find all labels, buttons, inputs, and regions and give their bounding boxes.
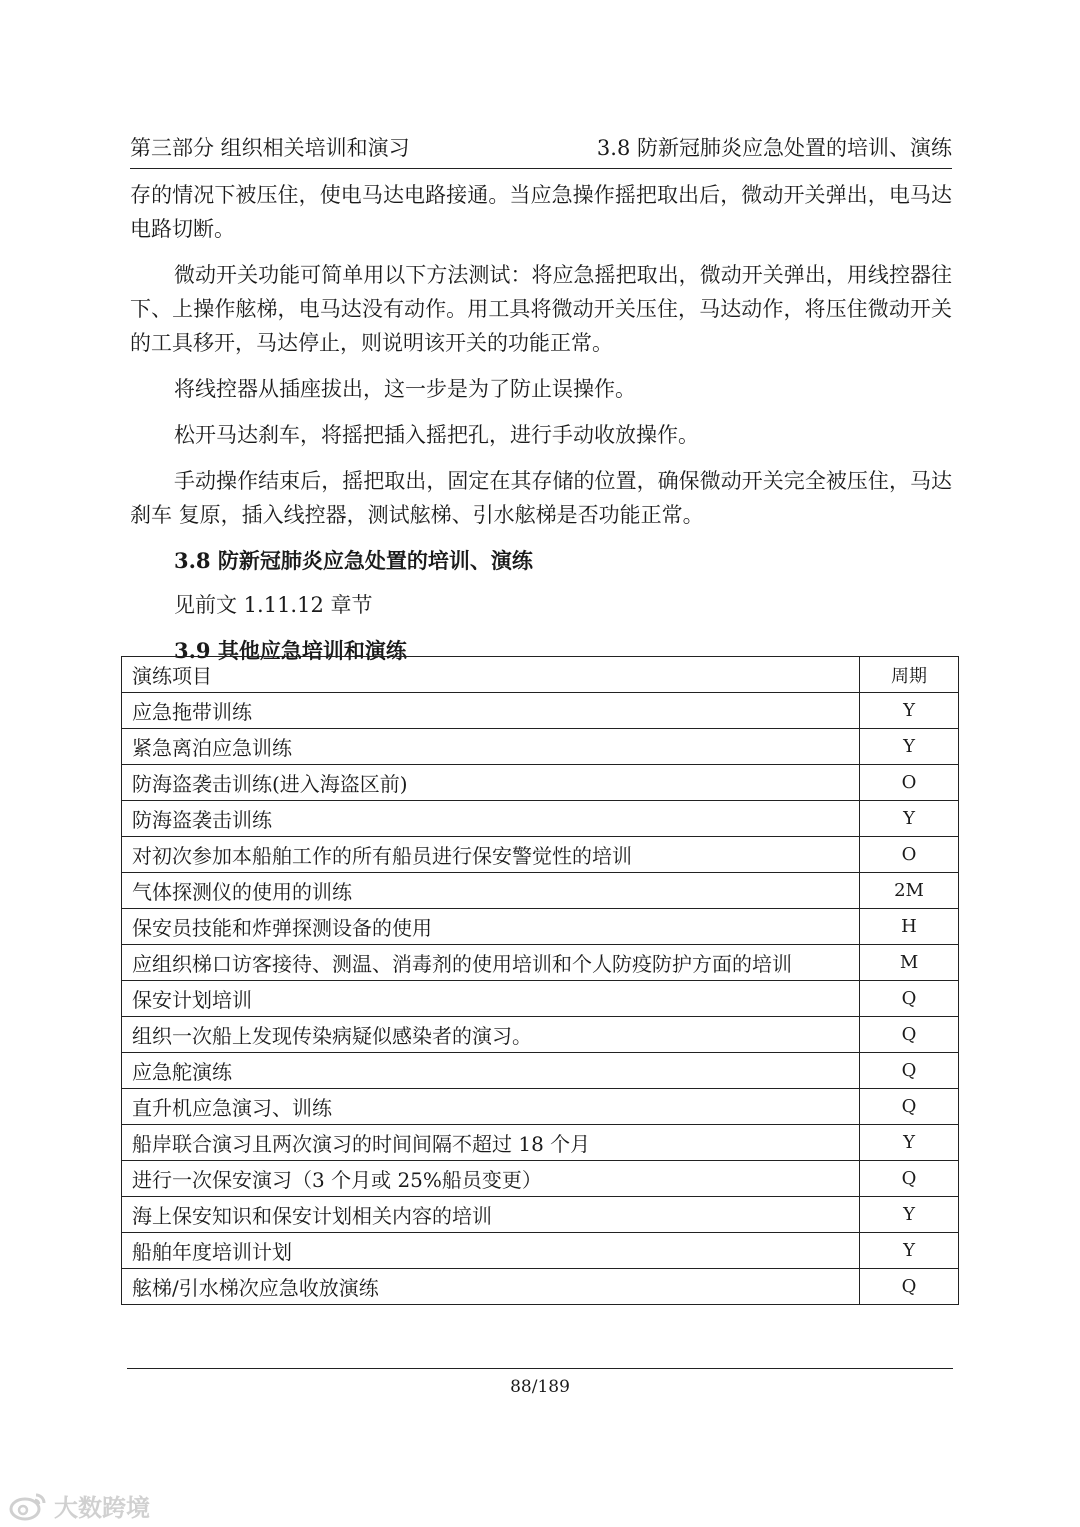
drill-item: 海上保安知识和保安计划相关内容的培训	[122, 1197, 860, 1233]
table-body	[122, 693, 959, 1305]
paragraph: 将线控器从插座拔出，这一步是为了防止误操作。	[174, 377, 636, 401]
table-row	[122, 1125, 959, 1161]
column-header-cycle: 周期	[860, 657, 959, 693]
drill-cycle: O	[860, 837, 959, 873]
body-text	[130, 178, 952, 678]
drill-cycle: Y	[860, 729, 959, 765]
watermark-text: 大数跨境	[54, 1494, 150, 1522]
table-row	[122, 1269, 959, 1305]
drill-item: 船岸联合演习且两次演习的时间间隔不超过 18 个月	[122, 1125, 860, 1161]
header-section: 3.8 防新冠肺炎应急处置的培训、演练	[596, 136, 952, 160]
table-row	[122, 693, 959, 729]
drill-cycle: Q	[860, 1161, 959, 1197]
drill-cycle: Q	[860, 1269, 959, 1305]
table-row	[122, 729, 959, 765]
drill-item: 对初次参加本船舶工作的所有船员进行保安警觉性的培训	[122, 837, 860, 873]
column-header-item: 演练项目	[122, 657, 860, 693]
drill-cycle: H	[860, 909, 959, 945]
drill-item: 紧急离泊应急训练	[122, 729, 860, 765]
drill-cycle: 2M	[860, 873, 959, 909]
drill-item: 气体探测仪的使用的训练	[122, 873, 860, 909]
drill-cycle: Q	[860, 1017, 959, 1053]
drill-item: 应组织梯口访客接待、测温、消毒剂的使用培训和个人防疫防护方面的培训	[122, 945, 860, 981]
drill-item: 进行一次保安演习（3 个月或 25%船员变更）	[122, 1161, 860, 1197]
paragraph: 微动开关功能可简单用以下方法测试：将应急摇把取出，微动开关弹出，用线控器往下、上操作舷梯，电马达没有动作。用工具将微动开关压住，马达动作，将压住微动开关的工具移开，马达停止，则说明该开关的功能正常。	[130, 263, 952, 355]
paragraph: 存的情况下被压住，使电马达电路接通。当应急操作摇把取出后，微动开关弹出，电马达电路切断。	[130, 183, 952, 241]
table-row	[122, 1089, 959, 1125]
drill-item: 保安计划培训	[122, 981, 860, 1017]
section-heading-3-9: 3.9 其他应急培训和演练	[174, 638, 407, 663]
table-row	[122, 765, 959, 801]
section-3-8-text: 见前文 1.11.12 章节	[174, 593, 373, 617]
drill-item: 防海盗袭击训练(进入海盗区前)	[122, 765, 860, 801]
watermark	[8, 1488, 150, 1523]
drill-item: 直升机应急演习、训练	[122, 1089, 860, 1125]
table-row	[122, 1197, 959, 1233]
drill-cycle: Y	[860, 1125, 959, 1161]
paragraph: 松开马达刹车，将摇把插入摇把孔，进行手动收放操作。	[174, 423, 699, 447]
table-header-row	[122, 657, 959, 693]
drill-cycle: Y	[860, 1197, 959, 1233]
page-number: 88/189	[510, 1377, 570, 1397]
drill-item: 防海盗袭击训练	[122, 801, 860, 837]
drill-table	[121, 656, 959, 1305]
table-row	[122, 1233, 959, 1269]
footer-divider	[127, 1368, 953, 1369]
drill-cycle: Q	[860, 981, 959, 1017]
table-row	[122, 1161, 959, 1197]
drill-cycle: O	[860, 765, 959, 801]
drill-item: 组织一次船上发现传染病疑似感染者的演习。	[122, 1017, 860, 1053]
table-row	[122, 909, 959, 945]
header-chapter: 第三部分 组织相关培训和演习	[130, 136, 410, 160]
drill-cycle: Y	[860, 1233, 959, 1269]
table-row	[122, 1017, 959, 1053]
drill-item: 应急舵演练	[122, 1053, 860, 1089]
drill-item: 应急拖带训练	[122, 693, 860, 729]
weibo-logo-icon	[8, 1491, 48, 1521]
section-heading-3-8: 3.8 防新冠肺炎应急处置的培训、演练	[174, 548, 533, 573]
drill-cycle: Q	[860, 1089, 959, 1125]
drill-item: 保安员技能和炸弹探测设备的使用	[122, 909, 860, 945]
drill-cycle: M	[860, 945, 959, 981]
table-row	[122, 945, 959, 981]
drill-item: 舷梯/引水梯次应急收放演练	[122, 1269, 860, 1305]
table-row	[122, 873, 959, 909]
page-header	[130, 128, 952, 169]
table-row	[122, 1053, 959, 1089]
drill-cycle: Y	[860, 801, 959, 837]
table-row	[122, 801, 959, 837]
table-row	[122, 981, 959, 1017]
table-row	[122, 837, 959, 873]
drill-cycle: Q	[860, 1053, 959, 1089]
drill-item: 船舶年度培训计划	[122, 1233, 860, 1269]
drill-cycle: Y	[860, 693, 959, 729]
paragraph: 手动操作结束后，摇把取出，固定在其存储的位置，确保微动开关完全被压住，马达刹车 复原，插入线控器，测试舷梯、引水舷梯是否功能正常。	[130, 469, 952, 527]
